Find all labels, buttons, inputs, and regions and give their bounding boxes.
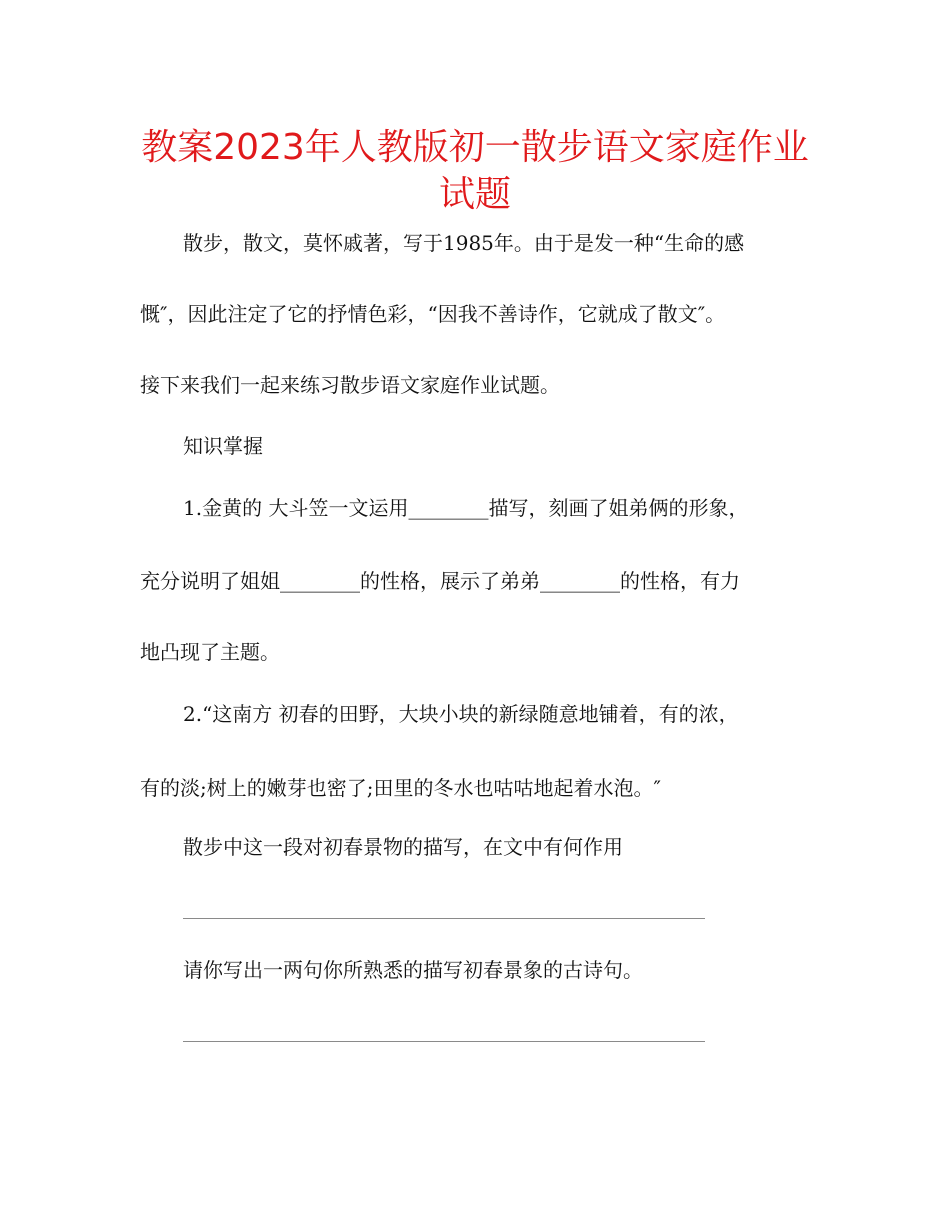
- intro-line-1: 散步，散文，莫怀戚著，写于1985年。由于是发一种“生命的感: [183, 231, 745, 255]
- question-1-line-2: 充分说明了姐姐________的性格，展示了弟弟________的性格，有力: [140, 569, 740, 593]
- question-1-line-3: 地凸现了主题。: [140, 640, 280, 664]
- document-title-line-2: 试题: [438, 174, 511, 215]
- question-2-sub-question-1: 散步中这一段对初春景物的描写，在文中有何作用: [183, 835, 623, 859]
- intro-line-2: 慨″，因此注定了它的抒情色彩，“因我不善诗作，它就成了散文″。: [140, 302, 726, 326]
- section-heading: 知识掌握: [183, 434, 263, 458]
- question-2-sub-question-2: 请你写出一两句你所熟悉的描写初春景象的古诗句。: [183, 958, 643, 982]
- document-title-line-1: 教案2023年人教版初一散步语文家庭作业: [141, 127, 809, 168]
- question-2-line-1: 2.“这南方 初春的田野，大块小块的新绿随意地铺着，有的浓，: [183, 702, 739, 726]
- intro-line-3: 接下来我们一起来练习散步语文家庭作业试题。: [140, 373, 560, 397]
- answer-line-2: [183, 1041, 705, 1042]
- question-1-line-1: 1.金黄的 大斗笠一文运用________描写，刻画了姐弟俩的形象，: [183, 496, 749, 520]
- question-2-line-2: 有的淡;树上的嫩芽也密了;田里的冬水也咕咕地起着水泡。″: [140, 776, 661, 800]
- answer-line-1: [183, 918, 705, 919]
